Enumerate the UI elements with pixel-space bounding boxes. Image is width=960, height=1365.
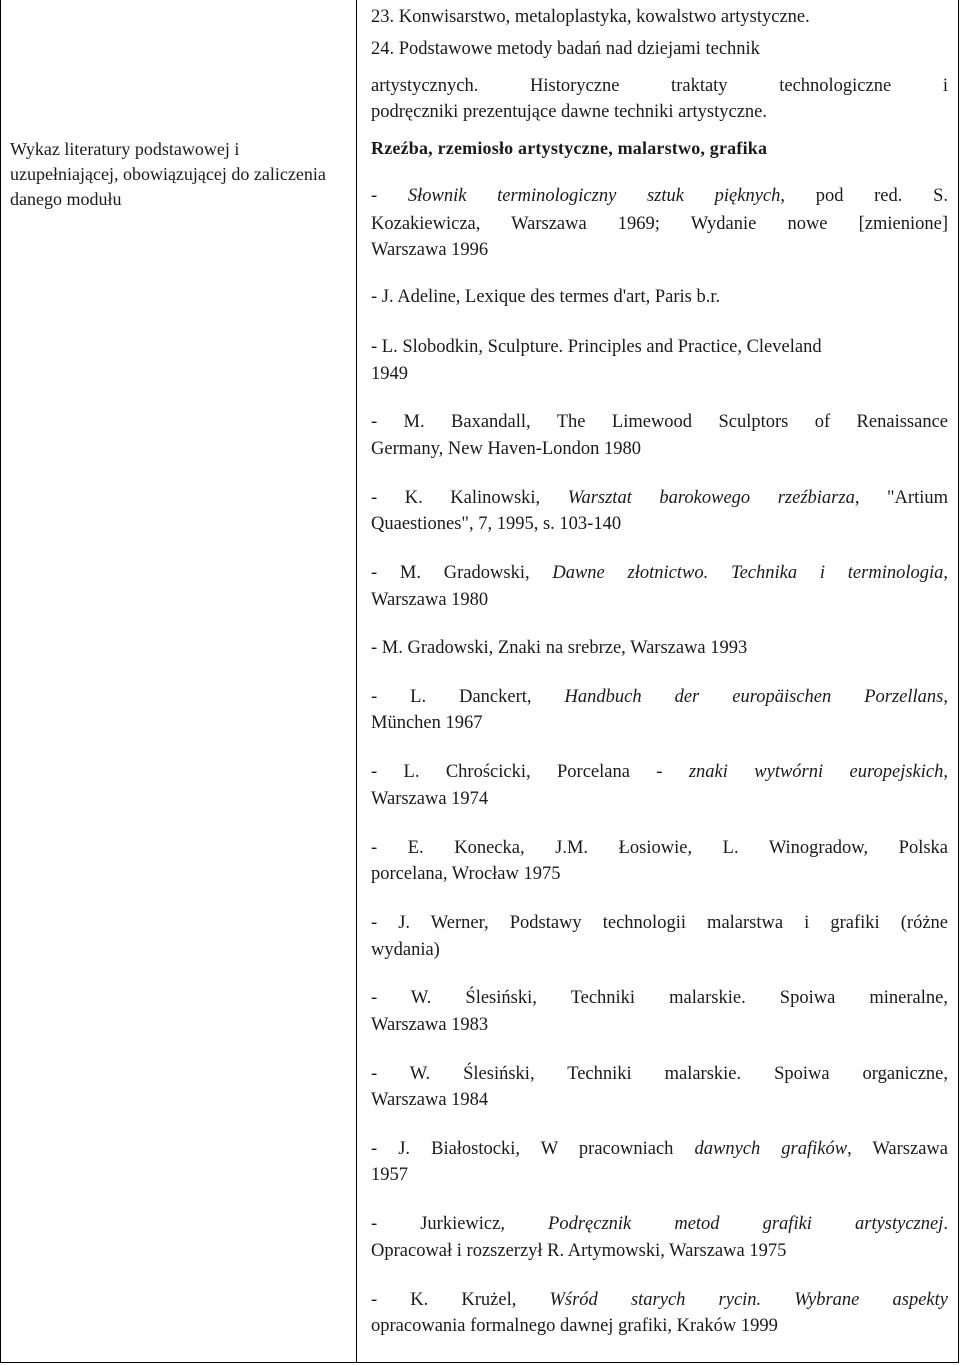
- list-item-24-cont: podręczniki prezentujące dawne techniki artystyczne.: [371, 102, 768, 122]
- list-item-23: 23. Konwisarstwo, metaloplastyka, kowalstwo artystyczne.: [371, 7, 810, 27]
- reference-item-cont: Germany, New Haven-London 1980: [371, 439, 642, 459]
- reference-item-cont: Warszawa 1996: [371, 240, 489, 260]
- reference-item-cont: Warszawa 1974: [371, 789, 489, 809]
- reference-item: - M. Baxandall, The Limewood Sculptors of Renaissance: [371, 412, 948, 432]
- reference-item: - W. Ślesiński, Techniki malarskie. Spoiwa organiczne,: [371, 1064, 948, 1084]
- reference-item: - L. Slobodkin, Sculpture. Principles and Practice, Cleveland: [371, 337, 822, 357]
- reference-item: - W. Ślesiński, Techniki malarskie. Spoiwa mineralne,: [371, 988, 948, 1008]
- reference-item-cont: Opracował i rozszerzył R. Artymowski, Warszawa 1975: [371, 1241, 787, 1261]
- reference-item-cont: 1949: [371, 364, 408, 384]
- reference-item: - J. Adeline, Lexique des termes d'art, Paris b.r.: [371, 287, 721, 307]
- reference-item: - M. Gradowski, Znaki na srebrze, Warszawa 1993: [371, 638, 748, 658]
- reference-item-cont: Quaestiones", 7, 1995, s. 103-140: [371, 514, 622, 534]
- reference-item: - M. Gradowski, Dawne złotnictwo. Technika i terminologia,: [371, 563, 948, 583]
- reference-item-cont: Warszawa 1980: [371, 590, 489, 610]
- reference-item-cont: Warszawa 1984: [371, 1090, 489, 1110]
- reference-item-cont: Kozakiewicza, Warszawa 1969; Wydanie nowe [zmienione]: [371, 214, 948, 234]
- reference-item-cont: porcelana, Wrocław 1975: [371, 864, 561, 884]
- section-heading: Rzeźba, rzemiosło artystyczne, malarstwo, grafika: [371, 138, 768, 158]
- reference-item: - Słownik terminologiczny sztuk pięknych, pod red. S.: [371, 186, 948, 206]
- reference-item: - K. Kalinowski, Warsztat barokowego rzeźbiarza, "Artium: [371, 488, 948, 508]
- column-divider: [356, 0, 357, 1363]
- reference-item-cont: Warszawa 1983: [371, 1015, 489, 1035]
- literature-label: Wykaz literatury podstawowej i uzupełniającej, obowiązującej do zaliczenia danego modułu: [10, 139, 326, 209]
- list-item-24: 24. Podstawowe metody badań nad dziejami technik: [371, 39, 760, 59]
- reference-item: - E. Konecka, J.M. Łosiowie, L. Winogradow, Polska: [371, 838, 948, 858]
- reference-item-cont: opracowania formalnego dawnej grafiki, Kraków 1999: [371, 1316, 778, 1336]
- list-item-24-cont: artystycznych. Historyczne traktaty technologiczne i: [371, 76, 948, 96]
- reference-item: - K. Krużel, Wśród starych rycin. Wybrane aspekty: [371, 1290, 948, 1310]
- reference-item: - L. Danckert, Handbuch der europäischen Porzellans,: [371, 687, 948, 707]
- reference-item-cont: München 1967: [371, 713, 483, 733]
- reference-item: - J. Białostocki, W pracowniach dawnych grafików, Warszawa: [371, 1139, 948, 1159]
- reference-item: - J. Werner, Podstawy technologii malarstwa i grafiki (różne: [371, 913, 948, 933]
- reference-item: - Jurkiewicz, Podręcznik metod grafiki artystycznej.: [371, 1214, 948, 1234]
- reference-item: - L. Chrościcki, Porcelana - znaki wytwórni europejskich,: [371, 762, 948, 782]
- reference-item-cont: 1957: [371, 1165, 408, 1185]
- reference-item-cont: wydania): [371, 940, 440, 960]
